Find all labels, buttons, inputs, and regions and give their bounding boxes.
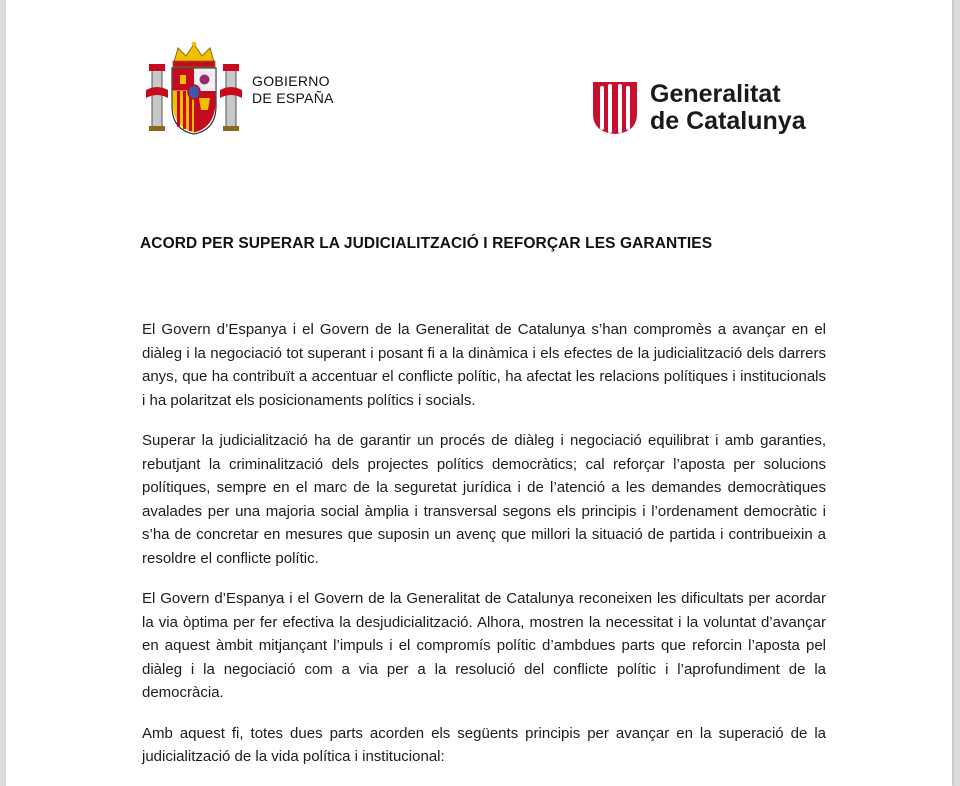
document-title: ACORD PER SUPERAR LA JUDICIALITZACIÓ I REFORÇAR LES GARANTIES bbox=[140, 235, 713, 252]
generalitat-line: Generalitat bbox=[650, 80, 781, 108]
document-body bbox=[142, 318, 826, 786]
paragraph-1: El Govern d’Espanya i el Govern de la Generalitat de Catalunya s’han compromès a avançar en el diàleg i la negociació tot superant i posant fi a la dinàmica i els efectes de la judicialització dels darrers anys, que ha contribuït a accentuar el conflicte polític, ha afectat les relacions polítiques i institucionals i ha polaritzat els posicionaments polítics i socials. bbox=[142, 321, 826, 409]
paragraph-2: Superar la judicialització ha de garantir un procés de diàleg i negociació equilibrat i amb garanties, rebutjant la criminalització dels projectes polítics democràtics; cal reforçar l’aposta per solucions polítiques, sempre en el marc de la seguretat jurídica i de l’atenció a les demandes democràtiques avalades per una majoria social àmplia i transversal segons els principis i l’ordenament democràtic i s’ha de concretar en mesures que suposin un avenç que millori la situació de partida i contribueixin a resoldre el conflicte polític. bbox=[142, 432, 826, 567]
espana-line: DE ESPAÑA bbox=[252, 90, 334, 106]
document-page bbox=[6, 0, 952, 786]
catalunya-line: de Catalunya bbox=[650, 107, 806, 135]
generalitat-text bbox=[650, 81, 806, 135]
paragraph-4: Amb aquest fi, totes dues parts acorden els següents principis per avançar en la superació de la judicialització de la vida política i institucional: bbox=[142, 724, 826, 765]
senyera-icon bbox=[590, 80, 640, 136]
gobierno-espana-text bbox=[252, 73, 334, 107]
generalitat-logo bbox=[590, 80, 806, 136]
spain-coat-of-arms-icon bbox=[144, 40, 244, 140]
paragraph-3: El Govern d’Espanya i el Govern de la Generalitat de Catalunya reconeixen les dificultats per acordar la via òptima per fer efectiva la desjudicialització. Alhora, mostren la necessitat i la voluntat d’avançar en aquest àmbit mitjançant l’impuls i el compromís polític d’ambdues parts que reforcin l’aposta pel diàleg i la negociació com a via per a la resolució del conflicte polític i l’aprofundiment de la democràcia. bbox=[142, 590, 826, 701]
gobierno-espana-logo bbox=[144, 40, 334, 140]
gobierno-line: GOBIERNO bbox=[252, 73, 330, 89]
